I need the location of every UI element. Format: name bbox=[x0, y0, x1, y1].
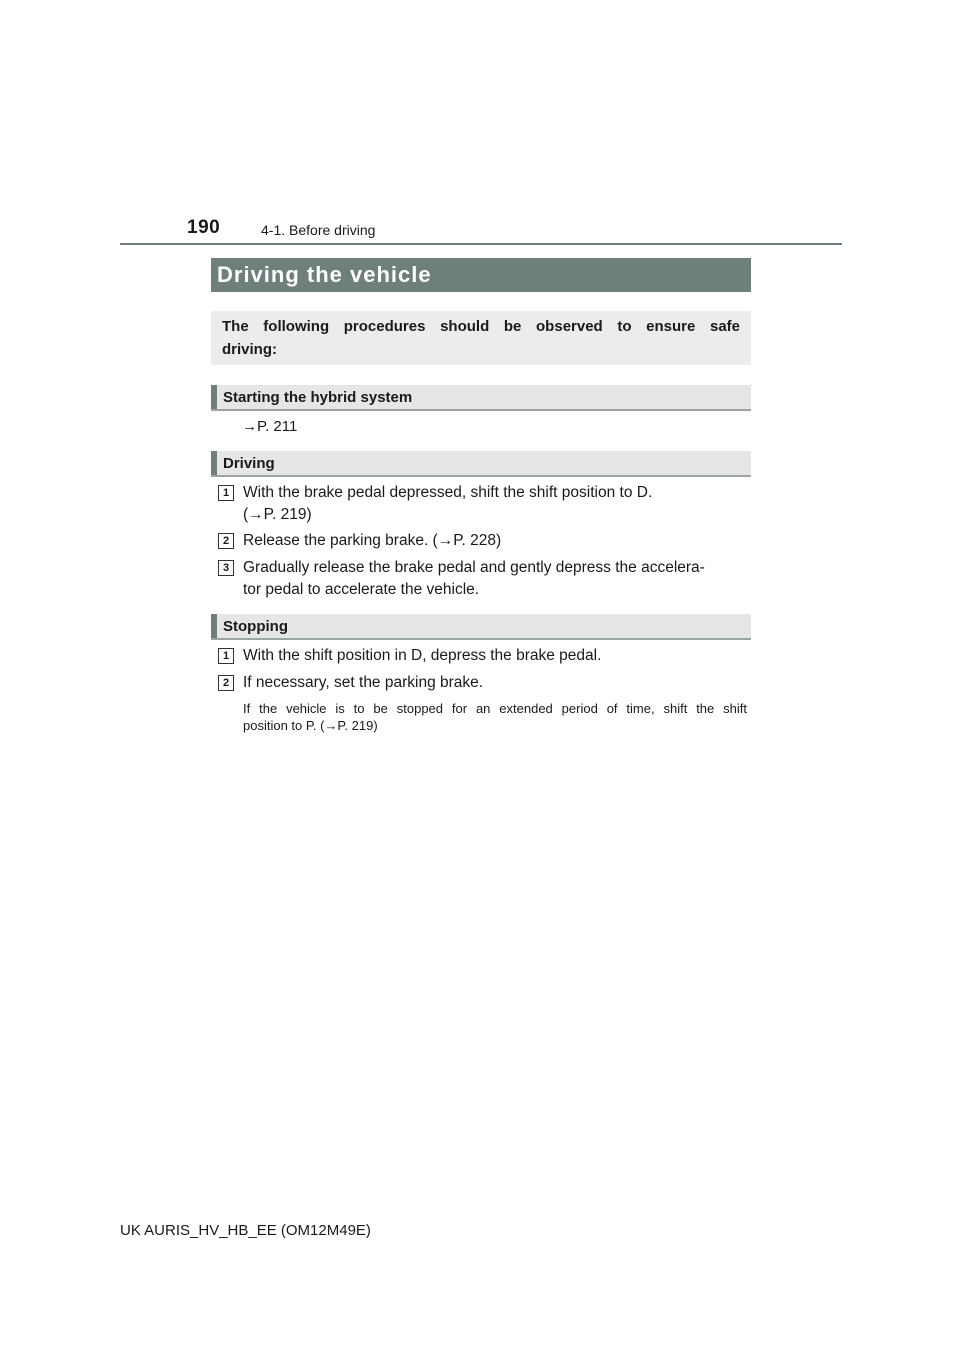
step-text-line: Release the parking brake. (→P. 228) bbox=[243, 532, 502, 549]
step-number-badge: 1 bbox=[218, 648, 234, 664]
step-text-line: (→P. 219) bbox=[243, 506, 312, 523]
page-title: Driving the vehicle bbox=[211, 258, 751, 292]
header-divider bbox=[120, 243, 842, 245]
stopping-note bbox=[243, 700, 747, 734]
step-text-line: If necessary, set the parking brake. bbox=[243, 674, 484, 691]
intro-box bbox=[211, 311, 751, 365]
step-number-badge: 2 bbox=[218, 533, 234, 549]
step-number-badge: 1 bbox=[218, 485, 234, 501]
step-number-badge: 2 bbox=[218, 675, 234, 691]
step-text-line: Gradually release the brake pedal and gently depress the accelera- bbox=[243, 559, 705, 576]
step-number-badge: 3 bbox=[218, 560, 234, 576]
step-text-line: With the shift position in D, depress the brake pedal. bbox=[243, 647, 602, 664]
heading-driving: Driving bbox=[211, 451, 751, 477]
step-text-line: With the brake pedal depressed, shift the shift position to D. bbox=[243, 484, 653, 501]
intro-line-1: The following procedures should be observed to ensure safe bbox=[222, 318, 740, 335]
step-text-line: tor pedal to accelerate the vehicle. bbox=[243, 581, 480, 598]
heading-starting: Starting the hybrid system bbox=[211, 385, 751, 411]
note-line-1: If the vehicle is to be stopped for an extended period of time, shift the shift bbox=[243, 701, 747, 716]
reference-starting: →P. 211 bbox=[242, 418, 298, 435]
section-breadcrumb: 4-1. Before driving bbox=[261, 222, 376, 238]
note-line-2: position to P. (→P. 219) bbox=[243, 718, 378, 733]
heading-stopping: Stopping bbox=[211, 614, 751, 640]
footer-document-code: UK AURIS_HV_HB_EE (OM12M49E) bbox=[120, 1222, 371, 1239]
intro-line-2: driving: bbox=[222, 341, 277, 358]
page-number: 190 bbox=[187, 217, 221, 238]
